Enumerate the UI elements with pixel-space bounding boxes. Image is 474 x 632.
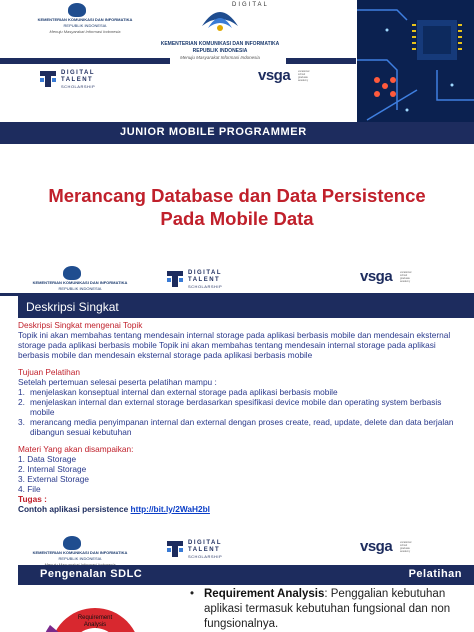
digital-talent-mark-icon <box>165 539 185 559</box>
kominfo-logo-small <box>10 3 160 43</box>
vsga-wordmark: vsga <box>360 268 393 285</box>
slide3-logo-row <box>0 533 474 563</box>
kominfo-emblem-icon <box>63 536 81 550</box>
task-line <box>18 504 468 514</box>
ministry-name: KEMENTERIAN KOMUNIKASI DAN INFORMATIKA <box>37 17 133 22</box>
goal-text: merancang media penyimpanan internal dan external dengan proses create, read, update, delete dan data berjalan dibangun sesuai kebutuhan <box>30 417 454 437</box>
main-title-line2: Pada Mobile Data <box>160 208 314 229</box>
sdlc-bullet-desc: : Penggalian kebutuhan aplikasi termasuk kebutuhan fungsional dan non fungsionalnya. <box>204 588 451 630</box>
slide-header <box>0 0 474 122</box>
goal-number: 1. <box>18 387 25 397</box>
digital-text-top: DIGITAL <box>232 2 269 8</box>
vsga-tagline: vocational school graduate academy <box>400 541 412 553</box>
dts-word-digital: DIGITAL <box>61 70 96 76</box>
kominfo-emblem-icon <box>68 3 86 17</box>
dts-word-digital: DIGITAL <box>188 270 223 276</box>
material-item: 3. External Storage <box>18 474 90 484</box>
vsga-wordmark: vsga <box>360 538 393 555</box>
slide-sdlc <box>0 533 474 632</box>
vsga-tagline: vocational school graduate academy <box>298 70 310 82</box>
course-title: JUNIOR MOBILE PROGRAMMER <box>120 126 307 138</box>
kominfo-logo-large <box>150 4 290 64</box>
dts-word-scholarship: SCHOLARSHIP <box>188 554 223 559</box>
vsga-tagline: vocational school graduate academy <box>400 271 412 283</box>
circuit-board-image <box>357 0 474 122</box>
header-band-left <box>0 58 170 64</box>
material-item: 2. Internal Storage <box>18 464 87 474</box>
vsga-wordmark: vsga <box>258 67 291 84</box>
header-band-right <box>286 58 356 64</box>
main-title-line1: Merancang Database dan Data Persistence <box>48 185 426 206</box>
ministry-name-large: KEMENTERIAN KOMUNIKASI DAN INFORMATIKA <box>160 41 280 47</box>
dts-word-talent: TALENT <box>188 277 221 283</box>
bullet-dot-icon: • <box>190 588 195 600</box>
section-header <box>18 296 474 318</box>
dts-word-digital: DIGITAL <box>188 540 223 546</box>
ministry-country-large: REPUBLIK INDONESIA <box>192 48 248 54</box>
digital-talent-mark-icon <box>38 69 58 89</box>
slide-description <box>0 263 474 532</box>
vsga-logo <box>258 67 308 89</box>
goal-item <box>18 417 468 437</box>
ministry-country: REPUBLIK INDONESIA <box>63 23 107 28</box>
ministry-name: KEMENTERIAN KOMUNIKASI DAN INFORMATIKA <box>32 550 128 555</box>
goal-text: menjelaskan internal dan external storage berdasarkan spesifikasi device mobile dan operating system berbasis mobile <box>30 397 442 417</box>
material-item: 4. File <box>18 484 41 494</box>
kominfo-emblem-large-icon <box>198 4 242 34</box>
sdlc-bullet <box>190 587 470 632</box>
goal-heading: Tujuan Pelatihan <box>18 367 80 377</box>
goal-number: 3. <box>18 417 25 427</box>
slide-main-title <box>0 184 474 230</box>
description-body <box>18 320 468 514</box>
dts-word-talent: TALENT <box>61 77 94 83</box>
dts-word-scholarship: SCHOLARSHIP <box>61 84 96 89</box>
task-heading: Tugas : <box>18 494 47 504</box>
sdlc-strip <box>18 565 474 585</box>
spacer <box>18 437 468 444</box>
goal-item <box>18 397 468 417</box>
goal-item <box>18 387 468 397</box>
sdlc-bullet-text <box>190 587 470 632</box>
slide2-logo-row <box>0 263 474 293</box>
digital-talent-mark-icon <box>165 269 185 289</box>
task-label: Contoh aplikasi persistence <box>18 504 129 514</box>
vsga-logo <box>360 538 410 560</box>
sdlc-bullet-term: Requirement Analysis <box>204 588 325 600</box>
sdlc-strip-label: Pelatihan <box>408 568 462 580</box>
task-link[interactable]: http://bit.ly/2WaH2bl <box>130 504 210 514</box>
goal-text: menjelaskan konseptual internal dan external storage pada aplikasi berbasis mobile <box>30 387 338 397</box>
vsga-logo <box>360 268 410 290</box>
material-item: 1. Data Storage <box>18 454 77 464</box>
cycle-label-line2: Analysis <box>83 622 107 628</box>
desc-heading: Deskripsi Singkat mengenai Topik <box>18 320 143 330</box>
section-header-title: Deskripsi Singkat <box>26 300 119 314</box>
cycle-label-line1: Requirement <box>77 615 113 621</box>
ministry-tagline: Menuju Masyarakat Informasi Indonesia <box>49 29 121 34</box>
digital-talent-logo <box>165 538 235 562</box>
goal-number: 2. <box>18 397 25 407</box>
ministry-tagline-large: Menuju Masyarakat Informasi Indonesia <box>180 55 260 60</box>
kominfo-emblem-icon <box>63 266 81 280</box>
slide-title <box>0 0 474 262</box>
desc-text: Topik ini akan membahas tentang mendesain internal storage pada aplikasi berbasis mobile dan mendesain eksternal storage pada aplikasi berbasis mobile Topik ini akan membahas tentang mendesain internal storage pada aplikasi berbasis mobile dan mendesain eksternal storage pada aplikasi berbasis mobile <box>18 330 451 360</box>
digital-talent-logo <box>165 268 235 292</box>
goal-intro: Setelah pertemuan selesai peserta pelatihan mampu : <box>18 377 217 387</box>
ministry-country: REPUBLIK INDONESIA <box>58 286 102 291</box>
sdlc-cycle-diagram <box>40 593 150 632</box>
dts-word-scholarship: SCHOLARSHIP <box>188 284 223 289</box>
dts-word-talent: TALENT <box>188 547 221 553</box>
material-heading: Materi Yang akan disampaikan: <box>18 444 134 454</box>
spacer <box>18 360 468 367</box>
digital-talent-logo <box>38 68 108 92</box>
sdlc-strip-title: Pengenalan SDLC <box>40 568 143 580</box>
ministry-country: REPUBLIK INDONESIA <box>58 556 102 561</box>
ministry-name: KEMENTERIAN KOMUNIKASI DAN INFORMATIKA <box>32 280 128 285</box>
